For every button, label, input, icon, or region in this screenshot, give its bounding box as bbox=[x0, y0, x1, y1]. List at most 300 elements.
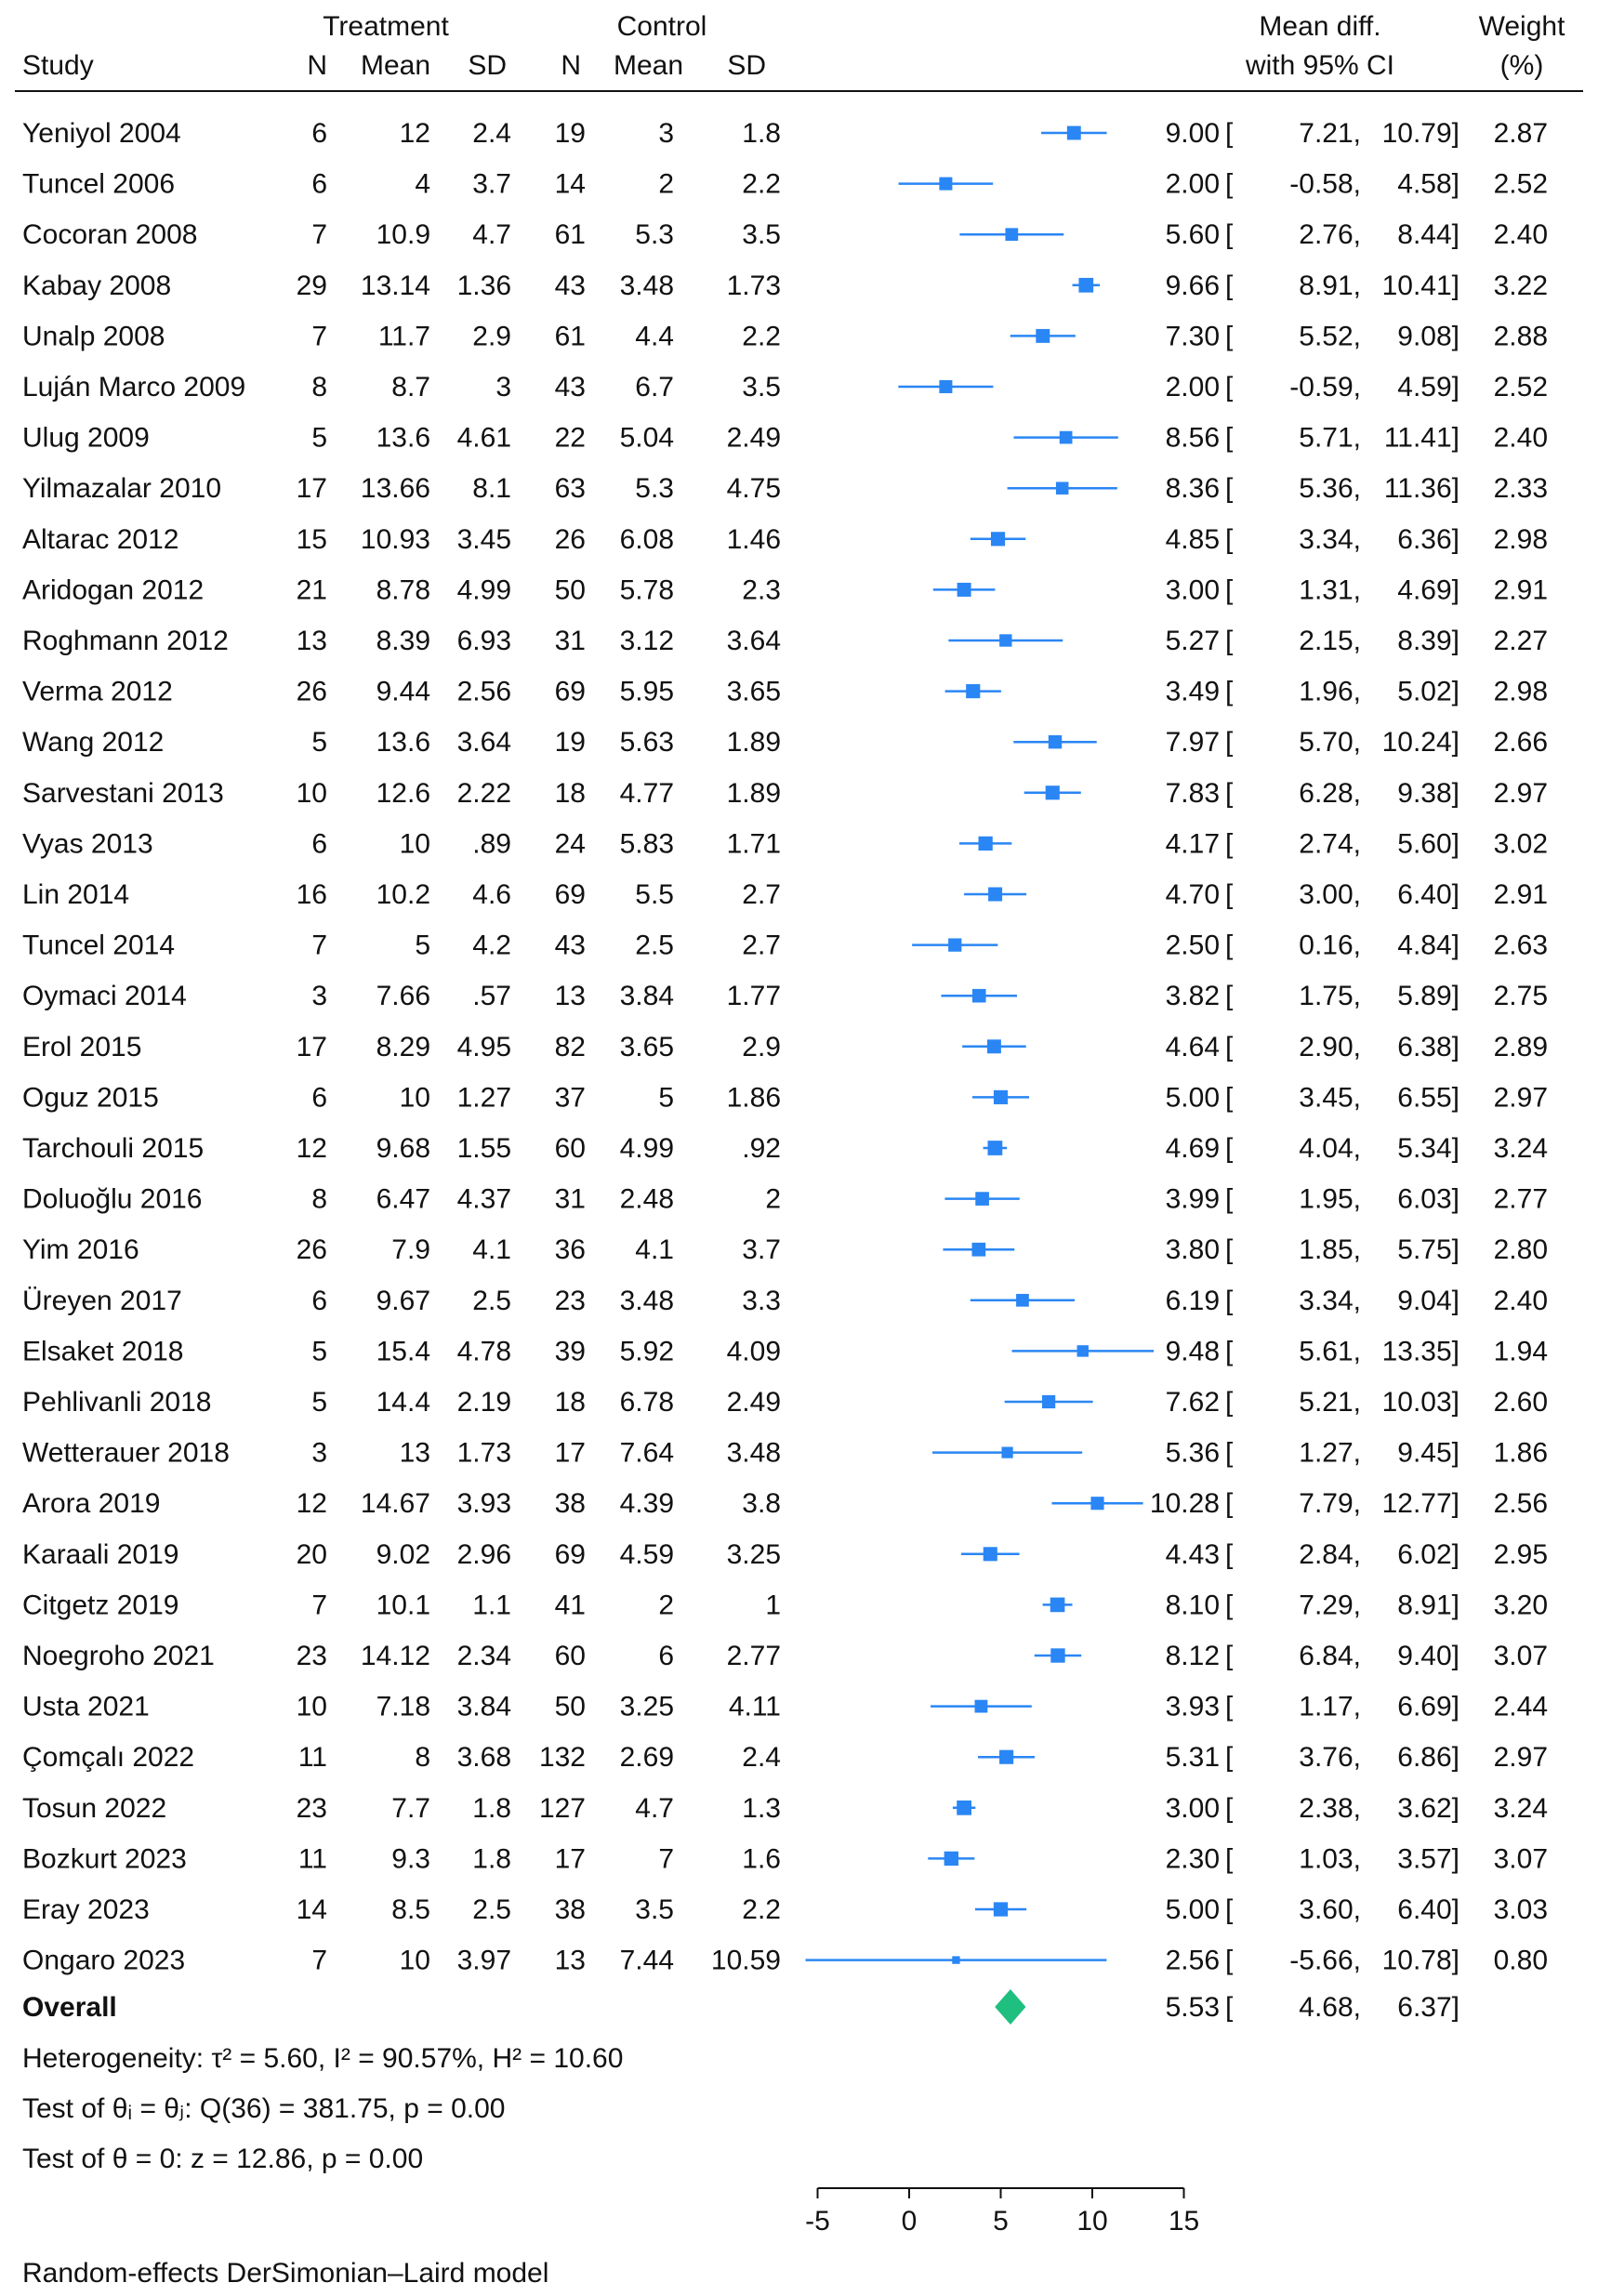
treatment-sd: 4.7 bbox=[472, 219, 511, 251]
treatment-mean: 13.6 bbox=[376, 422, 430, 454]
study-name: Tuncel 2014 bbox=[22, 930, 176, 961]
control-n: 22 bbox=[554, 422, 586, 454]
ci-upper: 9.04] bbox=[1397, 1285, 1459, 1316]
treatment-n: 21 bbox=[296, 574, 327, 606]
control-mean: 2 bbox=[658, 1590, 674, 1621]
treatment-n: 5 bbox=[311, 422, 327, 454]
study-row bbox=[22, 1082, 1548, 1113]
effect-square bbox=[957, 1801, 971, 1815]
treatment-mean: 7.66 bbox=[376, 981, 430, 1012]
treatment-n: 5 bbox=[311, 1336, 327, 1367]
treatment-mean: 10.1 bbox=[376, 1590, 430, 1621]
control-sd: .92 bbox=[742, 1133, 781, 1164]
ci-open-bracket: [ bbox=[1225, 1488, 1234, 1520]
ci-open-bracket: [ bbox=[1225, 422, 1234, 454]
ci-upper: 6.03] bbox=[1397, 1183, 1459, 1215]
ci-open-bracket: [ bbox=[1225, 1082, 1234, 1114]
weight-value: 3.24 bbox=[1493, 1133, 1548, 1164]
control-sd: 1.71 bbox=[726, 828, 781, 860]
treatment-mean: 11.7 bbox=[377, 321, 430, 352]
effect-md: 9.00 bbox=[1165, 118, 1220, 149]
control-sd: 2.9 bbox=[742, 1031, 781, 1062]
control-n: 69 bbox=[554, 879, 586, 910]
ci-upper: 5.02] bbox=[1397, 676, 1459, 707]
study-name: Arora 2019 bbox=[22, 1488, 161, 1520]
weight-value: 2.40 bbox=[1493, 1285, 1548, 1316]
control-sd: 1.8 bbox=[742, 118, 781, 149]
effect-md: 2.56 bbox=[1165, 1945, 1220, 1976]
control-sd: 4.11 bbox=[728, 1691, 781, 1722]
effect-square bbox=[972, 989, 986, 1003]
control-mean: 5.92 bbox=[619, 1336, 674, 1367]
control-mean: 5.3 bbox=[635, 473, 674, 505]
control-mean: 6.08 bbox=[619, 523, 674, 555]
control-n: 31 bbox=[554, 1183, 586, 1215]
effect-md: 9.48 bbox=[1165, 1336, 1220, 1367]
ci-lower: 6.28, bbox=[1299, 777, 1361, 809]
treatment-mean: 13.66 bbox=[360, 473, 430, 505]
control-sd: 2.2 bbox=[742, 168, 781, 200]
control-mean: 3.12 bbox=[619, 626, 674, 656]
study-name: Noegroho 2021 bbox=[22, 1641, 215, 1671]
treatment-n: 23 bbox=[296, 1641, 327, 1671]
control-sd: 3.7 bbox=[742, 1234, 781, 1266]
study-row bbox=[22, 118, 1548, 149]
treatment-mean: 13 bbox=[399, 1437, 430, 1469]
effect-square bbox=[952, 1956, 959, 1963]
effect-md: 5.00 bbox=[1165, 1082, 1220, 1114]
study-name: Unalp 2008 bbox=[22, 321, 165, 352]
control-mean: 5.95 bbox=[619, 676, 674, 707]
effect-md: 5.36 bbox=[1165, 1437, 1220, 1469]
control-sd: 3.48 bbox=[726, 1437, 781, 1469]
effect-md: 4.85 bbox=[1165, 523, 1220, 555]
study-row bbox=[22, 1234, 1548, 1265]
effect-square bbox=[988, 1141, 1003, 1155]
x-tick-label: 15 bbox=[1168, 2206, 1200, 2237]
control-sd: 1.89 bbox=[726, 727, 781, 759]
treatment-n: 7 bbox=[311, 1945, 327, 1976]
study-row bbox=[22, 677, 1548, 707]
study-row bbox=[22, 879, 1548, 910]
treatment-mean: 8.29 bbox=[376, 1031, 430, 1062]
study-name: Ulug 2009 bbox=[22, 422, 150, 454]
treatment-sd: 1.8 bbox=[472, 1843, 511, 1875]
ci-open-bracket: [ bbox=[1225, 1437, 1234, 1469]
control-sd: 2.2 bbox=[742, 1894, 781, 1925]
effect-md: 4.43 bbox=[1165, 1538, 1220, 1570]
treatment-mean: 9.44 bbox=[376, 676, 430, 707]
control-n: 24 bbox=[554, 828, 586, 860]
study-row bbox=[22, 1438, 1548, 1469]
study-row bbox=[22, 1843, 1548, 1874]
ci-open-bracket: [ bbox=[1225, 1691, 1234, 1722]
study-name: Cocoran 2008 bbox=[22, 219, 198, 251]
effect-square bbox=[979, 837, 993, 851]
control-mean: 4.4 bbox=[635, 321, 674, 352]
ci-lower: 1.75, bbox=[1299, 981, 1361, 1012]
control-sd: 4.75 bbox=[726, 473, 781, 505]
weight-value: 2.56 bbox=[1493, 1488, 1548, 1520]
control-sd: 3.5 bbox=[742, 372, 781, 402]
weight-value: 3.03 bbox=[1493, 1894, 1548, 1925]
treatment-mean: 13.6 bbox=[376, 727, 430, 759]
study-name: Tarchouli 2015 bbox=[22, 1133, 205, 1164]
treatment-mean: 14.12 bbox=[360, 1641, 430, 1671]
control-n: 38 bbox=[554, 1488, 586, 1520]
study-name: Yeniyol 2004 bbox=[22, 118, 181, 149]
ci-lower: 8.91, bbox=[1299, 270, 1361, 301]
control-sd: 2.2 bbox=[742, 321, 781, 352]
control-n: 38 bbox=[554, 1894, 586, 1925]
study-name: Roghmann 2012 bbox=[22, 626, 229, 656]
control-sd: 2.49 bbox=[726, 422, 781, 454]
ci-open-bracket: [ bbox=[1225, 1183, 1234, 1215]
treatment-n: 6 bbox=[311, 168, 327, 200]
treatment-n: 6 bbox=[311, 1082, 327, 1114]
study-name: Tosun 2022 bbox=[22, 1792, 167, 1824]
treatment-n: 6 bbox=[311, 118, 327, 149]
treatment-mean: 10.2 bbox=[376, 879, 430, 910]
treatment-mean: 9.68 bbox=[376, 1133, 430, 1164]
treatment-mean: 7.9 bbox=[391, 1234, 430, 1266]
ci-upper: 10.24] bbox=[1381, 727, 1459, 759]
treatment-sd: 2.22 bbox=[456, 777, 511, 809]
ci-upper: 9.38] bbox=[1397, 777, 1459, 809]
effect-md: 8.56 bbox=[1165, 422, 1220, 454]
control-n: 17 bbox=[554, 1437, 586, 1469]
control-sd: 1 bbox=[765, 1590, 781, 1621]
study-row bbox=[22, 423, 1548, 454]
treatment-sd: 3.64 bbox=[456, 727, 511, 759]
ci-upper: 3.62] bbox=[1397, 1792, 1459, 1824]
effect-md: 7.83 bbox=[1165, 777, 1220, 809]
control-mean: 4.7 bbox=[635, 1792, 674, 1824]
overall-bracket: [ bbox=[1225, 1992, 1234, 2023]
weight-value: 2.87 bbox=[1493, 118, 1548, 149]
note-heterogeneity: Heterogeneity: τ² = 5.60, I² = 90.57%, H² = 10.60 bbox=[22, 2043, 624, 2074]
control-n: 14 bbox=[554, 168, 586, 200]
header-control-sd: SD bbox=[727, 50, 766, 81]
treatment-n: 7 bbox=[311, 321, 327, 352]
treatment-n: 14 bbox=[296, 1894, 327, 1925]
ci-open-bracket: [ bbox=[1225, 523, 1234, 555]
ci-open-bracket: [ bbox=[1225, 879, 1234, 910]
treatment-sd: 2.4 bbox=[472, 118, 511, 149]
treatment-sd: 8.1 bbox=[472, 473, 511, 505]
weight-value: 2.63 bbox=[1493, 930, 1548, 961]
study-row bbox=[22, 574, 1548, 605]
control-mean: 3.5 bbox=[635, 1894, 674, 1925]
effect-square bbox=[1077, 1345, 1089, 1356]
effect-square bbox=[984, 1547, 997, 1561]
control-sd: 4.09 bbox=[726, 1336, 781, 1367]
control-mean: 5.63 bbox=[619, 727, 674, 759]
effect-square bbox=[975, 1192, 989, 1206]
treatment-n: 6 bbox=[311, 828, 327, 860]
control-n: 18 bbox=[554, 777, 586, 809]
study-row bbox=[22, 930, 1548, 961]
ci-upper: 5.89] bbox=[1397, 981, 1459, 1012]
control-sd: 3.25 bbox=[726, 1538, 781, 1570]
ci-upper: 4.84] bbox=[1397, 930, 1459, 961]
footer-model: Random-effects DerSimonian–Laird model bbox=[22, 2258, 549, 2289]
ci-upper: 8.39] bbox=[1397, 626, 1459, 656]
treatment-sd: 4.37 bbox=[456, 1183, 511, 1215]
overall-lo: 4.68, bbox=[1299, 1992, 1361, 2023]
ci-upper: 11.36] bbox=[1383, 473, 1459, 505]
ci-open-bracket: [ bbox=[1225, 1894, 1234, 1925]
effect-square bbox=[966, 684, 980, 698]
treatment-n: 3 bbox=[311, 1437, 327, 1469]
ci-lower: 3.00, bbox=[1299, 879, 1361, 910]
ci-open-bracket: [ bbox=[1225, 1742, 1234, 1774]
study-name: Usta 2021 bbox=[22, 1691, 150, 1722]
weight-value: 2.27 bbox=[1493, 626, 1548, 656]
weight-value: 2.75 bbox=[1493, 981, 1548, 1012]
treatment-n: 12 bbox=[296, 1133, 327, 1164]
control-n: 69 bbox=[554, 1538, 586, 1570]
overall-hi: 6.37] bbox=[1397, 1992, 1459, 2023]
control-sd: 2.7 bbox=[742, 879, 781, 910]
effect-md: 4.64 bbox=[1165, 1031, 1220, 1062]
control-sd: 1.6 bbox=[742, 1843, 781, 1875]
treatment-mean: 10 bbox=[399, 1082, 430, 1114]
weight-value: 2.88 bbox=[1493, 321, 1548, 352]
control-mean: 4.39 bbox=[619, 1488, 674, 1520]
ci-upper: 5.34] bbox=[1397, 1133, 1459, 1164]
effect-md: 3.80 bbox=[1165, 1234, 1220, 1266]
ci-lower: 2.74, bbox=[1299, 828, 1361, 860]
ci-open-bracket: [ bbox=[1225, 676, 1234, 707]
ci-lower: 2.15, bbox=[1299, 626, 1361, 656]
control-n: 43 bbox=[554, 270, 586, 301]
treatment-mean: 12 bbox=[399, 118, 430, 149]
control-mean: 3.48 bbox=[619, 1285, 674, 1316]
control-sd: 3.65 bbox=[726, 676, 781, 707]
control-n: 13 bbox=[554, 1945, 586, 1976]
note-test-zero: Test of θ = 0: z = 12.86, p = 0.00 bbox=[22, 2144, 424, 2174]
effect-md: 9.66 bbox=[1165, 270, 1220, 301]
effect-md: 7.30 bbox=[1165, 321, 1220, 352]
treatment-sd: 4.99 bbox=[456, 574, 511, 606]
control-sd: 2.77 bbox=[726, 1641, 781, 1671]
study-name: Karaali 2019 bbox=[22, 1538, 179, 1570]
weight-value: 2.98 bbox=[1493, 676, 1548, 707]
treatment-sd: 2.5 bbox=[472, 1285, 511, 1316]
weight-value: 0.80 bbox=[1493, 1945, 1548, 1976]
study-row bbox=[22, 1894, 1548, 1925]
effect-md: 4.70 bbox=[1165, 879, 1220, 910]
study-row bbox=[22, 1946, 1548, 1976]
ci-lower: 1.27, bbox=[1299, 1437, 1361, 1469]
study-row bbox=[22, 1032, 1548, 1062]
header-treatment-mean: Mean bbox=[360, 50, 430, 81]
treatment-mean: 7.18 bbox=[376, 1691, 430, 1722]
header-effect-line1: Mean diff. bbox=[1259, 11, 1381, 42]
control-sd: 2.7 bbox=[742, 930, 781, 961]
control-n: 63 bbox=[554, 473, 586, 505]
ci-lower: -5.66, bbox=[1289, 1945, 1361, 1976]
control-mean: 5.83 bbox=[619, 828, 674, 860]
header-control-n: N bbox=[561, 50, 581, 81]
effect-md: 8.10 bbox=[1165, 1590, 1220, 1621]
treatment-sd: 2.96 bbox=[456, 1538, 511, 1570]
study-row bbox=[22, 1539, 1548, 1570]
treatment-sd: 1.1 bbox=[472, 1590, 511, 1621]
control-sd: 2 bbox=[765, 1183, 781, 1215]
study-name: Lin 2014 bbox=[22, 879, 130, 910]
control-mean: 2 bbox=[658, 168, 674, 200]
effect-square bbox=[1036, 329, 1050, 343]
weight-value: 2.91 bbox=[1493, 879, 1548, 910]
study-name: Citgetz 2019 bbox=[22, 1590, 179, 1621]
study-row bbox=[22, 169, 1548, 200]
control-n: 43 bbox=[554, 372, 586, 402]
ci-upper: 3.57] bbox=[1397, 1843, 1459, 1875]
study-row bbox=[22, 981, 1548, 1011]
effect-square bbox=[1002, 1447, 1013, 1458]
study-row bbox=[22, 372, 1548, 402]
treatment-mean: 8.78 bbox=[376, 574, 430, 606]
ci-lower: 3.60, bbox=[1299, 1894, 1361, 1925]
effect-md: 5.31 bbox=[1165, 1742, 1220, 1774]
ci-upper: 6.69] bbox=[1397, 1691, 1459, 1722]
treatment-sd: 6.93 bbox=[456, 626, 511, 656]
control-n: 41 bbox=[554, 1590, 586, 1621]
ci-upper: 6.55] bbox=[1397, 1082, 1459, 1114]
weight-value: 3.07 bbox=[1493, 1641, 1548, 1671]
ci-lower: 5.61, bbox=[1299, 1336, 1361, 1367]
study-name: Elsaket 2018 bbox=[22, 1336, 184, 1367]
control-n: 50 bbox=[554, 574, 586, 606]
study-name: Tuncel 2006 bbox=[22, 168, 176, 200]
effect-md: 2.00 bbox=[1165, 372, 1220, 402]
ci-open-bracket: [ bbox=[1225, 828, 1234, 860]
study-row bbox=[22, 1336, 1548, 1366]
control-n: 82 bbox=[554, 1031, 586, 1062]
effect-square bbox=[971, 1243, 985, 1257]
control-mean: 5.04 bbox=[619, 422, 674, 454]
ci-upper: 8.91] bbox=[1397, 1590, 1459, 1621]
study-name: Yim 2016 bbox=[22, 1234, 139, 1266]
control-n: 31 bbox=[554, 626, 586, 656]
control-sd: 10.59 bbox=[710, 1945, 781, 1976]
control-n: 17 bbox=[554, 1843, 586, 1875]
study-row bbox=[22, 1742, 1548, 1773]
control-sd: 3.8 bbox=[742, 1488, 781, 1520]
treatment-sd: 1.8 bbox=[472, 1792, 511, 1824]
study-name: Ongaro 2023 bbox=[22, 1945, 186, 1976]
ci-open-bracket: [ bbox=[1225, 1945, 1234, 1976]
study-row bbox=[22, 1641, 1548, 1671]
weight-value: 2.80 bbox=[1493, 1234, 1548, 1266]
treatment-n: 29 bbox=[296, 270, 327, 301]
effect-square bbox=[1046, 785, 1060, 799]
control-n: 23 bbox=[554, 1285, 586, 1316]
study-name: Sarvestani 2013 bbox=[22, 777, 224, 809]
effect-md: 10.28 bbox=[1149, 1488, 1220, 1520]
weight-value: 3.22 bbox=[1493, 270, 1548, 301]
ci-upper: 6.02] bbox=[1397, 1538, 1459, 1570]
study-row bbox=[22, 1387, 1548, 1418]
control-sd: 2.4 bbox=[742, 1742, 781, 1774]
weight-value: 2.95 bbox=[1493, 1538, 1548, 1570]
treatment-mean: 9.02 bbox=[376, 1538, 430, 1570]
effect-square bbox=[1042, 1395, 1055, 1408]
control-mean: 5.78 bbox=[619, 574, 674, 606]
ci-upper: 10.78] bbox=[1381, 1945, 1459, 1976]
study-row bbox=[22, 1793, 1548, 1824]
effect-md: 3.99 bbox=[1165, 1183, 1220, 1215]
treatment-mean: 9.3 bbox=[391, 1843, 430, 1875]
ci-upper: 4.58] bbox=[1397, 168, 1459, 200]
treatment-n: 26 bbox=[296, 1234, 327, 1266]
ci-open-bracket: [ bbox=[1225, 777, 1234, 809]
treatment-mean: 9.67 bbox=[376, 1285, 430, 1316]
header-weight-line2: (%) bbox=[1499, 50, 1544, 81]
weight-value: 2.98 bbox=[1493, 523, 1548, 555]
treatment-mean: 10 bbox=[399, 828, 430, 860]
effect-square bbox=[994, 1902, 1008, 1916]
control-mean: 2.48 bbox=[619, 1183, 674, 1215]
treatment-mean: 14.67 bbox=[360, 1488, 430, 1520]
effect-md: 3.82 bbox=[1165, 981, 1220, 1012]
ci-open-bracket: [ bbox=[1225, 930, 1234, 961]
ci-lower: 3.45, bbox=[1299, 1082, 1361, 1114]
control-sd: 1.46 bbox=[726, 523, 781, 555]
weight-value: 1.86 bbox=[1493, 1437, 1548, 1469]
treatment-mean: 10.9 bbox=[376, 219, 430, 251]
treatment-n: 7 bbox=[311, 1590, 327, 1621]
treatment-sd: 3 bbox=[495, 372, 511, 402]
control-n: 50 bbox=[554, 1691, 586, 1722]
study-name: Vyas 2013 bbox=[22, 828, 153, 860]
control-mean: 7 bbox=[658, 1843, 674, 1875]
control-mean: 6.7 bbox=[635, 372, 674, 402]
effect-square bbox=[944, 1852, 958, 1866]
treatment-n: 5 bbox=[311, 727, 327, 759]
ci-lower: 5.71, bbox=[1299, 422, 1361, 454]
control-mean: 4.59 bbox=[619, 1538, 674, 1570]
overall-diamond bbox=[995, 1989, 1025, 2025]
control-mean: 7.64 bbox=[619, 1437, 674, 1469]
x-tick-label: 10 bbox=[1076, 2206, 1108, 2237]
treatment-n: 12 bbox=[296, 1488, 327, 1520]
ci-open-bracket: [ bbox=[1225, 1387, 1234, 1418]
treatment-mean: 8.7 bbox=[391, 372, 430, 402]
study-name: Doluoğlu 2016 bbox=[22, 1183, 203, 1215]
control-n: 43 bbox=[554, 930, 586, 961]
study-row bbox=[22, 473, 1548, 504]
ci-upper: 8.44] bbox=[1397, 219, 1459, 251]
control-sd: 3.3 bbox=[742, 1285, 781, 1316]
treatment-sd: 2.9 bbox=[472, 321, 511, 352]
effect-md: 5.00 bbox=[1165, 1894, 1220, 1925]
study-row bbox=[22, 321, 1548, 351]
control-n: 13 bbox=[554, 981, 586, 1012]
treatment-mean: 14.4 bbox=[376, 1387, 430, 1418]
effect-md: 3.49 bbox=[1165, 676, 1220, 707]
study-row bbox=[22, 727, 1548, 758]
ci-open-bracket: [ bbox=[1225, 1641, 1234, 1671]
treatment-sd: 3.45 bbox=[456, 523, 511, 555]
control-mean: 7.44 bbox=[619, 1945, 674, 1976]
header-control-mean: Mean bbox=[613, 50, 683, 81]
effect-square bbox=[948, 938, 961, 951]
study-row bbox=[22, 1692, 1548, 1722]
ci-lower: 1.95, bbox=[1299, 1183, 1361, 1215]
